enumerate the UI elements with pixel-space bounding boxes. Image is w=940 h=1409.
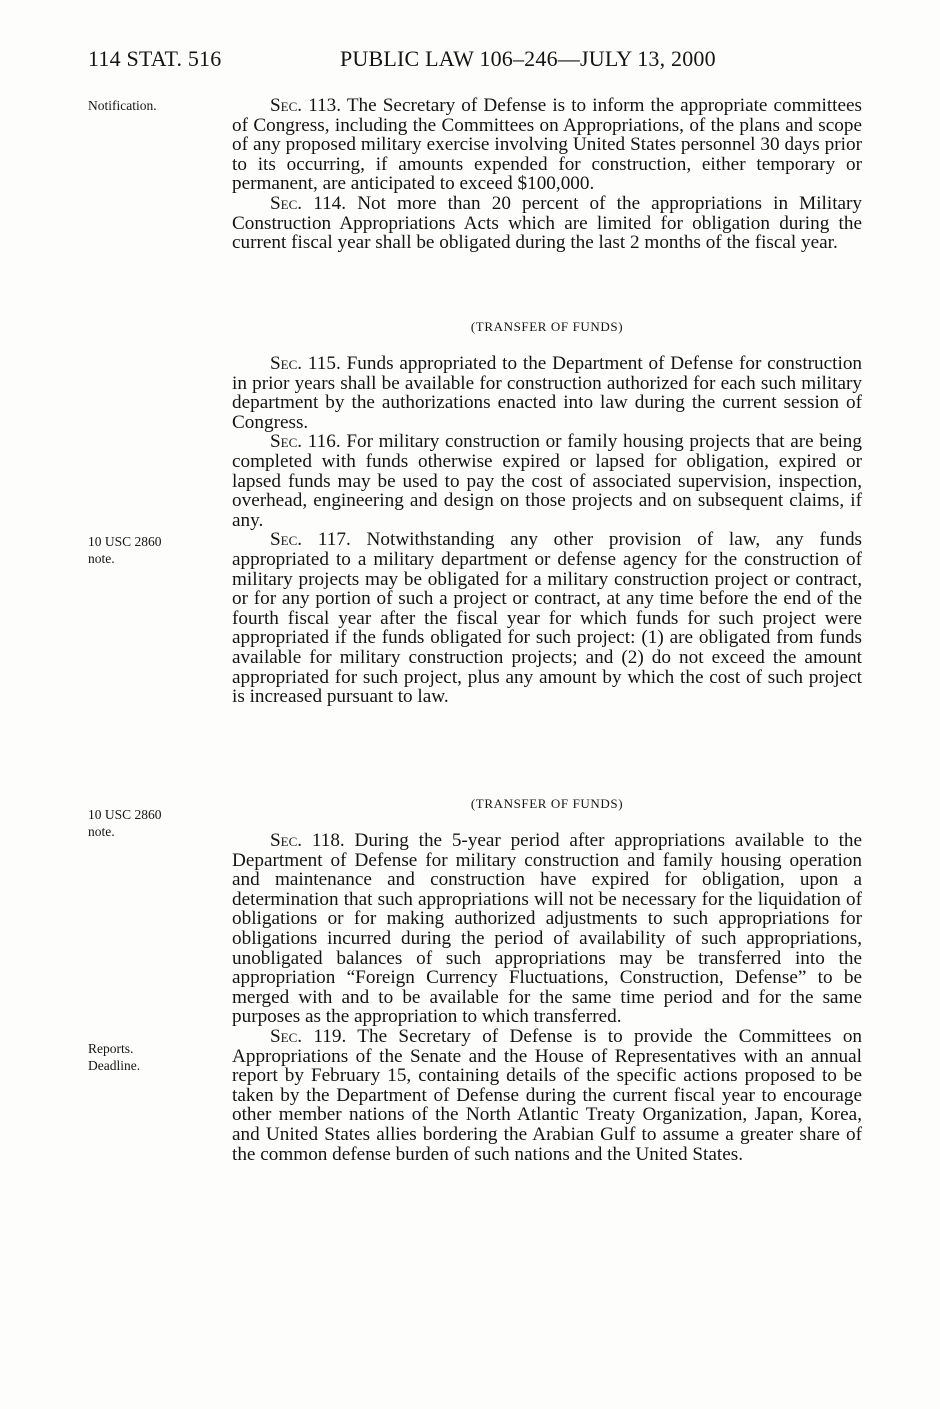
section-113: Sec. 113. The Secretary of Defense is to inform the appropriate committees of Congress, including the Committees on Appropriations, of the plans and scope of any proposed military exercise involving United States personnel 30 days prior to its occurring, if amounts expended for construction, either temporary or permanent, are anticipated to exceed $100,000. — [232, 95, 862, 195]
heading-transfer-of-funds-2: (TRANSFER OF FUNDS) — [470, 796, 624, 811]
sections-113-114 — [232, 96, 862, 253]
section-116: Sec. 116. For military construction or family housing projects that are being completed with funds otherwise expired or lapsed for obligation, expired or lapsed funds may be used to pay the cost of associated supervision, inspection, overhead, engineering and design on those projects and on subsequent claims, if any. — [232, 431, 862, 531]
margin-note-reports: Reports. Deadline. — [88, 1041, 141, 1073]
page-header — [88, 46, 868, 76]
margin-note-usc-118: 10 USC 2860 note. — [88, 807, 162, 839]
section-117: Sec. 117. Notwithstanding any other provision of law, any funds appropriated to a military department or defense agency for the construction of military projects may be obligated for a military construction project or contract, or for any portion of such a project or contract, at any time before the end of the fourth fiscal year after the fiscal year for which funds for such project were appropriated if the funds obligated for such project: (1) are obligated from funds available for military construction projects; and (2) do not exceed the amount appropriated for such project, plus any amount by which the cost of such project is increased pursuant to law. — [232, 529, 863, 708]
section-114: Sec. 114. Not more than 20 percent of the appropriations in Military Construction Appropriations Acts which are limited for obligation during the current fiscal year shall be obligated during the last 2 months of the fiscal year. — [232, 192, 863, 254]
heading-transfer-of-funds: (TRANSFER OF FUNDS) — [470, 319, 624, 334]
sections-115-117 — [232, 354, 862, 707]
margin-note-usc-117: 10 USC 2860 note. — [88, 534, 162, 566]
statute-page-number: 114 STAT. 516 — [88, 46, 222, 71]
section-115: Sec. 115. Funds appropriated to the Department of Defense for construction in prior years shall be available for construction authorized for each such military department by the authorizations enacted into law during the current session of Congress. — [232, 353, 863, 433]
margin-note-notification: Notification. — [88, 98, 157, 113]
sections-118-119 — [232, 831, 862, 1164]
public-law-title: PUBLIC LAW 106–246—JULY 13, 2000 — [340, 46, 716, 71]
section-119: Sec. 119. The Secretary of Defense is to provide the Committees on Appropriations of the Senate and the House of Representatives with an annual report by February 15, containing details of the specific actions proposed to be taken by the Department of Defense during the current fiscal year to encourage other member nations of the North Atlantic Treaty Organization, Japan, Korea, and United States allies bordering the Arabian Gulf to assume a greater share of the common defense burden of such nations and the United States. — [232, 1025, 863, 1165]
section-118: Sec. 118. During the 5-year period after appropriations available to the Department of Defense for military construction and family housing operation and maintenance and construction have expired for obligation, upon a determination that such appropriations will not be necessary for the liquidation of obligations or for making authorized adjustments to such appropriations for obligations incurred during the period of availability of such appropriations, unobligated balances of such appropriations may be transferred into the appropriation “Foreign Currency Fluctuations, Construction, Defense” to be merged with and to be available for the same time period and for the same purposes as the appropriation to which transferred. — [232, 830, 863, 1028]
